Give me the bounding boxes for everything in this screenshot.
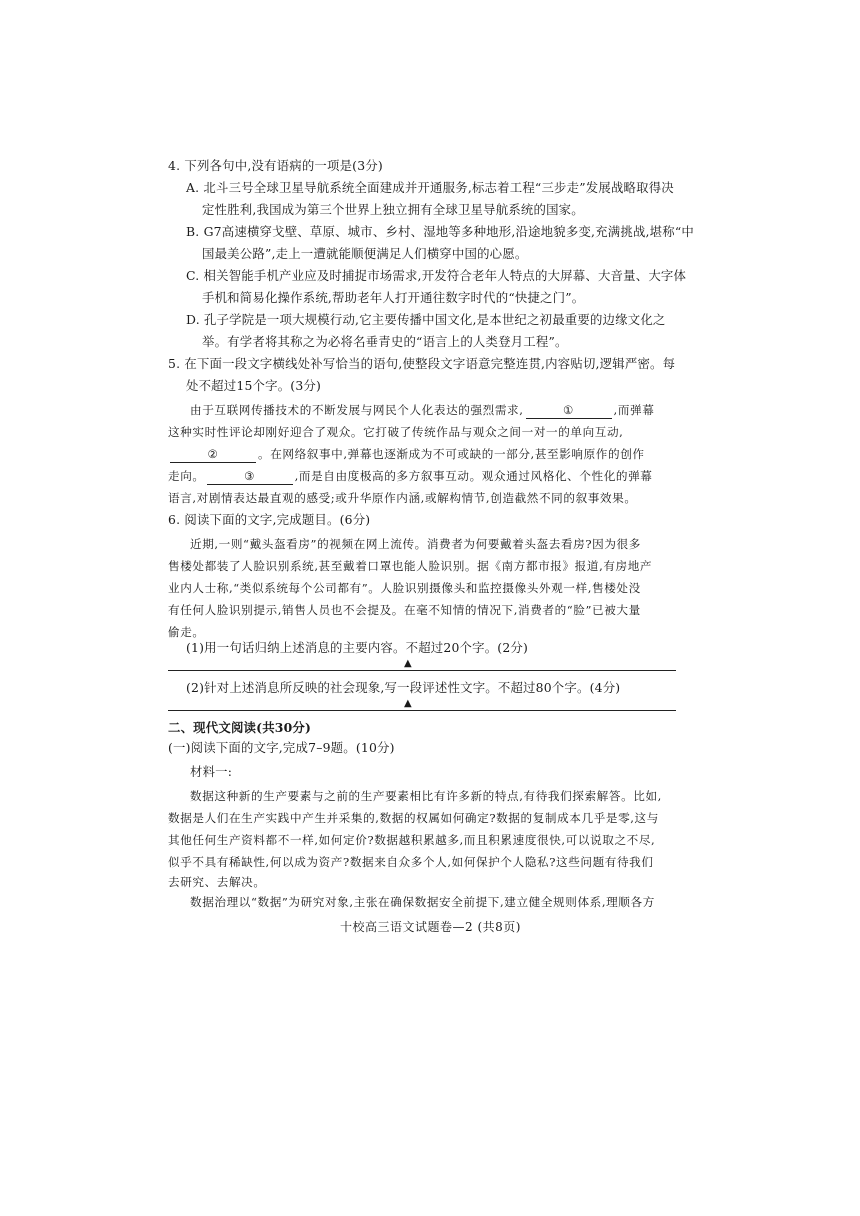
material-line5: 去研究、去解决。 [168,875,266,889]
q5-passage-line2: 这种实时性评论却刚好迎合了观众。它打破了传统作品与观众之间一对一的单向互动, [168,425,624,439]
q4-option-b-line1: B. G7高速横穿戈壁、草原、城市、乡村、湿地等多种地形,沿途地貌多变,充满挑战,堪称“中 [186,224,694,239]
material-line2: 数据是人们在生产实践中产生并采集的,数据的权属如何确定?数据的复制成本几乎是零,这与 [168,811,659,825]
q4-option-b-line2: 国最美公路”,走上一遭就能顺便满足人们横穿中国的心愿。 [202,246,528,261]
answer-line-2 [168,710,676,711]
fill-blank-1: ① [526,402,612,419]
page-footer: 十校高三语文试题卷—2 (共8页) [340,920,521,934]
q6-passage-line4: 有任何人脸识别提示,销售人员也不会提及。在毫不知情的情况下,消费者的“脸”已被大量 [168,603,641,617]
q6-stem: 6. 阅读下面的文字,完成题目。(6分) [168,512,371,527]
q6-passage-line1: 近期,一则“戴头盔看房”的视频在网上流传。消费者为何要戴着头盔去看房?因为很多 [190,537,641,551]
q5-text: 由于互联网传播技术的不断发展与网民个人化表达的强烈需求, [190,403,524,417]
q6-subquestion-1: (1)用一句话归纳上述消息的主要内容。不超过20个字。(2分) [186,640,529,655]
fill-blank-3: ③ [207,468,293,485]
answer-marker-icon: ▲ [404,698,412,709]
material-line1: 数据这种新的生产要素与之前的生产要素相比有许多新的特点,有待我们探索解答。比如, [190,789,662,803]
material-line6: 数据治理以“数据”为研究对象,主张在确保数据安全前提下,建立健全规则体系,理顺各方 [190,895,655,909]
q6-subquestion-2: (2)针对上述消息所反映的社会现象,写一段评述性文字。不超过80个字。(4分) [186,680,621,695]
q5-text: ,而弹幕 [613,403,655,417]
q5-passage-line5: 语言,对剧情表达最直观的感受;或升华原作内涵,或解构情节,创造截然不同的叙事效果。 [168,491,637,505]
section-title: 二、现代文阅读(共30分) [168,720,312,735]
q6-passage-line2: 售楼处都装了人脸识别系统,甚至戴着口罩也能人脸识别。据《南方都市报》报道,有房地产 [168,559,653,573]
q4-option-c-line2: 手机和简易化操作系统,帮助老年人打开通往数字时代的“快捷之门”。 [202,290,585,305]
q6-passage-line5: 偷走。 [168,625,205,639]
q6-passage-line3: 业内人士称,“类似系统每个公司都有”。人脸识别摄像头和监控摄像头外观一样,售楼处没 [168,581,641,595]
q5-text: 。在网络叙事中,弹幕也逐渐成为不可或缺的一部分,甚至影响原作的创作 [258,447,645,461]
material-line3: 其他任何生产资料都不一样,如何定价?数据越积累越多,而且积累速度很快,可以说取之不尽, [168,833,656,847]
q4-option-c-line1: C. 相关智能手机产业应及时捕捉市场需求,开发符合老年人特点的大屏幕、大音量、大字体 [186,268,687,283]
q5-text: ,而是自由度极高的多方叙事互动。观众通过风格化、个性化的弹幕 [294,469,653,483]
answer-line-1 [168,670,676,671]
q4-option-a-line1: A. 北斗三号全球卫星导航系统全面建成并开通服务,标志着工程“三步走”发展战略取得决 [186,180,674,195]
material-label: 材料一: [190,764,233,779]
q5-stem-line2: 处不超过15个字。(3分) [186,378,322,393]
q4-stem: 4. 下列各句中,没有语病的一项是(3分) [168,158,383,173]
section-subtitle: (一)阅读下面的文字,完成7–9题。(10分) [168,740,395,755]
q5-passage-line3 [168,446,645,463]
material-line4: 似乎不具有稀缺性,何以成为资产?数据来自众多个人,如何保护个人隐私?这些问题有待我们 [168,855,654,869]
answer-marker-icon: ▲ [404,658,412,669]
fill-blank-2: ② [170,446,256,463]
q4-option-d-line2: 举。有学者将其称之为必将名垂青史的“语言上的人类登月工程”。 [202,334,568,349]
q5-text: 走向。 [168,469,205,483]
q4-option-a-line2: 定性胜利,我国成为第三个世界上独立拥有全球卫星导航系统的国家。 [202,202,584,217]
q4-option-d-line1: D. 孔子学院是一项大规模行动,它主要传播中国文化,是本世纪之初最重要的边缘文化之 [186,312,666,327]
q5-passage-line1 [190,402,654,419]
q5-stem-line1: 5. 在下面一段文字横线处补写恰当的语句,使整段文字语意完整连贯,内容贴切,逻辑严密。每 [168,356,676,371]
q5-passage-line4 [168,468,653,485]
